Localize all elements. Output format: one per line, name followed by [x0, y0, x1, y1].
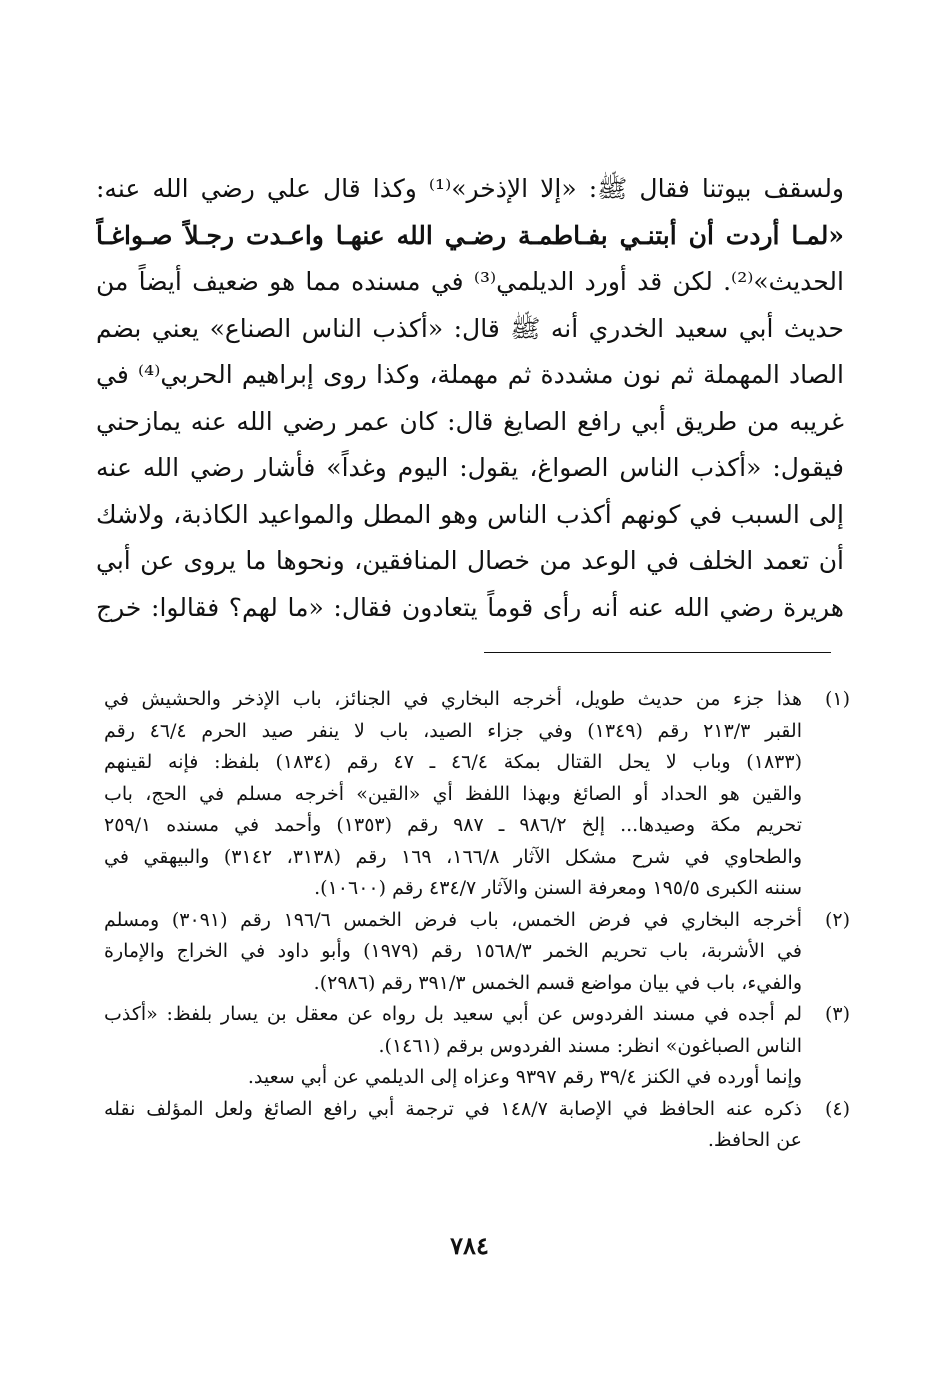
footnote-line: أخرجه البخاري في فرض الخمس، باب فرض الخمس ١٩٦/٦ رقم (٣٠٩١) ومسلم [104, 908, 802, 931]
body-line: غريبه من طريق أبي رافع الصايغ قال: كان عمر رضي الله عنه يمازحني [96, 406, 844, 436]
footnote-line: هذا جزء من حديث طويل، أخرجه البخاري في الجنائز، باب الإذخر والحشيش في [104, 688, 802, 710]
page-number: ٧٨٤ [450, 1231, 489, 1260]
footnote-line: الناس الصباغون» انظر: مسند الفردوس برقم (١٤٦١). [378, 1034, 802, 1057]
footnote-number: (٣) [824, 1003, 850, 1025]
footnote-line: القبر ٢١٣/٣ رقم (١٣٤٩) وفي جزاء الصيد، باب لا ينفر صيد الحرم ٤٦/٤ رقم [104, 719, 802, 742]
body-line: فيقول: «أكذب الناس الصواغ، يقول: اليوم وغداً» فأشار رضي الله عنه [96, 453, 844, 482]
footnote-line: عن الحافظ. [707, 1129, 802, 1151]
footnote-line: والفيء، باب في بيان مواضع قسم الخمس ٣٩١/٣ رقم (٢٩٨٦). [313, 971, 802, 994]
body-line: «لمـا أردت أن أبتنـي بفـاطمـة رضـي الله عنهـا واعـدت رجـلاً صـواغـاً [96, 220, 844, 250]
footnote [104, 1094, 850, 1157]
body-line: الصاد المهملة ثم نون مشددة ثم مهملة، وكذا روى إبراهيم الحربي⁽⁴⁾ في [96, 360, 844, 389]
footnote-line: تحريم مكة وصيدها... إلخ ٩٨٦/٢ ـ ٩٨٧ رقم (١٣٥٣) وأحمد في مسنده ٢٥٩/١ [104, 814, 802, 836]
footnote-separator [484, 652, 831, 653]
body-line: الحديث»⁽²⁾. لكن قد أورد الديلمي⁽³⁾ في مسنده مما هو ضعيف أيضاً من [96, 267, 844, 296]
main-text [96, 166, 844, 631]
footnote-line: ذكره عنه الحافظ في الإصابة ١٤٨/٧ في ترجمة أبي رافع الصائغ ولعل المؤلف نقله [104, 1097, 802, 1120]
body-line: إلى السبب في كونهم أكذب الناس وهو المطل والمواعيد الكاذبة، ولاشك [96, 499, 844, 529]
footnote-line: في الأشربة، باب تحريم الخمر ١٥٦٨/٣ رقم (١٩٧٩) وأبو داود في الخراج والإمارة [104, 940, 802, 962]
body-line: أن تعمد الخلف في الوعد من خصال المنافقين، ونحوها ما يروى عن أبي [96, 546, 844, 575]
footnote [104, 684, 850, 905]
footnote [104, 905, 850, 1000]
body-line: ولسقف بيوتنا فقال ﷺ: «إلا الإذخر»⁽¹⁾ وكذا قال علي رضي الله عنه: [96, 174, 844, 203]
footnote-number: (٤) [824, 1097, 850, 1120]
footnote-line: لم أجده في مسند الفردوس عن أبي سعيد بل رواه عن معقل بن يسار بلفظ: «أكذب [104, 1003, 802, 1025]
footnote-line: سننه الكبرى ١٩٥/٥ ومعرفة السنن والآثار ٤٣٤/٧ رقم (١٠٦٠٠). [314, 877, 802, 899]
footnote-line: (١٨٣٣) وباب لا يحل القتال بمكة ٤٦/٤ ـ ٤٧ رقم (١٨٣٤) بلفظ: فإنه لقينهم [104, 751, 802, 773]
footnote-line: وإنما أورده في الكنز ٣٩/٤ رقم ٩٣٩٧ وعزاه إلى الديلمي عن أبي سعيد. [247, 1066, 802, 1088]
footnotes [104, 684, 850, 1157]
footnote-line: والطحاوي في شرح مشكل الآثار ١٦٦/٨، ١٦٩ رقم (٣١٣٨، ٣١٤٢) والبيهقي في [104, 845, 802, 868]
footnote-number: (١) [824, 688, 850, 710]
footnote-number: (٢) [824, 908, 850, 931]
footnote-line: والقين هو الحداد أو الصائغ وبهذا اللفظ أي «القين» أخرجه مسلم في الحج، باب [104, 782, 802, 805]
footnote [104, 999, 850, 1094]
body-line: هريرة رضي الله عنه أنه رأى قوماً يتعادون فقال: «ما لهم؟ فقالوا: خرج [96, 592, 844, 622]
body-line: حديث أبي سعيد الخدري أنه ﷺ قال: «أكذب الناس الصناع» يعني بضم [96, 313, 844, 343]
